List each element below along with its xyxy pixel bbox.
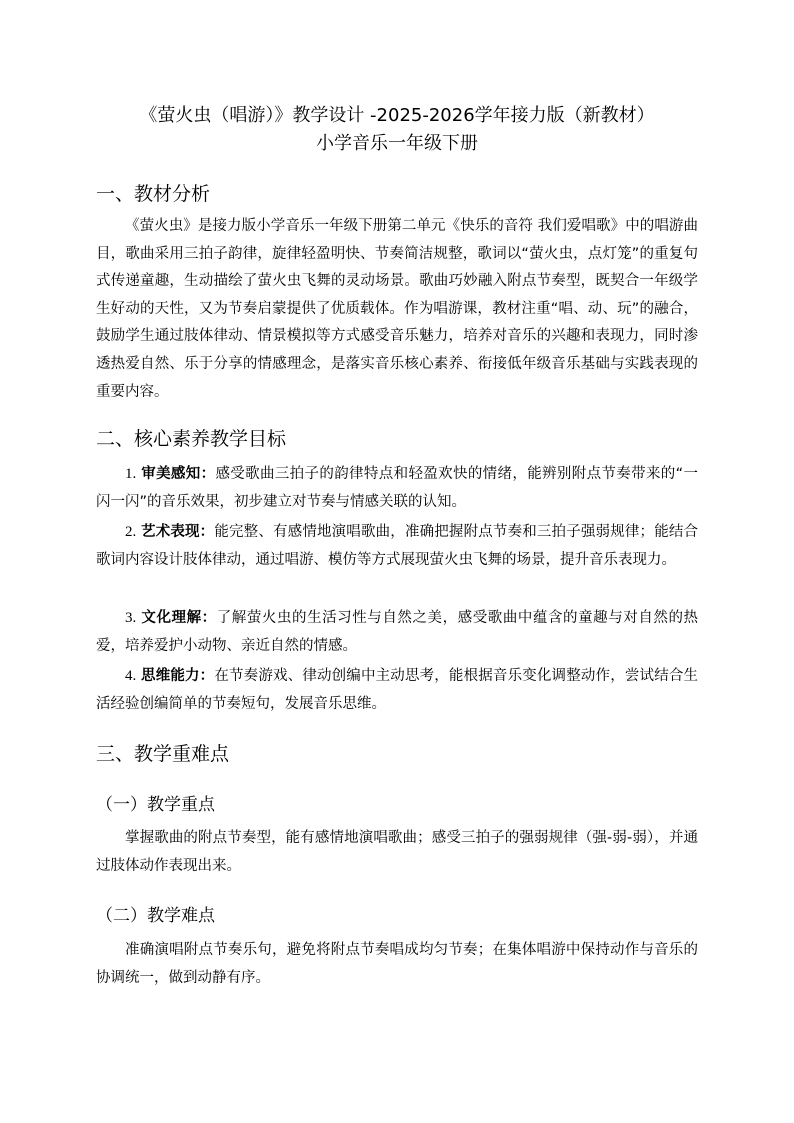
- document-title-line-2: 小学音乐一年级下册: [316, 133, 478, 154]
- objective-number: 4.: [125, 668, 137, 684]
- objective-text: 能完整、有感情地演唱歌曲，准确把握附点节奏和三拍子强弱规律；能结合歌词内容设计肢体律动，通过唱游、模仿等方式展现萤火虫飞舞的场景，提升音乐表现力。: [96, 524, 699, 568]
- objective-label: 审美感知：: [141, 466, 216, 482]
- objective-number: 2.: [125, 524, 137, 540]
- objective-number: 3.: [125, 610, 137, 626]
- objective-number: 1.: [125, 466, 137, 482]
- objective-item: [96, 461, 698, 516]
- objective-item: [96, 605, 698, 660]
- section-2-heading: 二、核心素养教学目标: [96, 428, 287, 450]
- subsection-1-text: 掌握歌曲的附点节奏型，能有感情地演唱歌曲；感受三拍子的强弱规律（强-弱-弱），并通过肢体动作表现出来。: [96, 830, 698, 874]
- objective-label: 思维能力：: [141, 668, 215, 684]
- section-1-heading: 一、教材分析: [96, 183, 211, 205]
- subsection-1-heading: （一）教学重点: [96, 795, 215, 815]
- objective-item: [96, 519, 698, 574]
- section-1-paragraph: 《萤火虫》是接力版小学音乐一年级下册第二单元《快乐的音符 我们爱唱歌》中的唱游曲目，歌曲采用三拍子韵律，旋律轻盈明快、节奏简洁规整，歌词以“萤火虫，点灯笼”的重复句式传递童趣，生动描绘了萤火虫飞舞的灵动场景。歌曲巧妙融入附点节奏型，既契合一年级学生好动的天性，又为节奏启蒙提供了优质载体。作为唱游课，教材注重“唱、动、玩”的融合，鼓励学生通过肢体律动、情景模拟等方式感受音乐魅力，培养对音乐的兴趣和表现力，同时渗透热爱自然、乐于分享的情感理念，是落实音乐核心素养、衔接低年级音乐基础与实践表现的重要内容。: [96, 218, 698, 400]
- objective-label: 艺术表现：: [141, 524, 215, 540]
- objective-label: 文化理解：: [141, 610, 217, 626]
- objective-text: 了解萤火虫的生活习性与自然之美，感受歌曲中蕴含的童趣与对自然的热爱，培养爱护小动物、亲近自然的情感。: [96, 610, 699, 654]
- objective-text: 感受歌曲三拍子的韵律特点和轻盈欢快的情绪，能辨别附点节奏带来的“一闪一闪”的音乐效果，初步建立对节奏与情感关联的认知。: [96, 466, 699, 510]
- section-3-heading: 三、教学重难点: [96, 743, 230, 765]
- subsection-2-text: 准确演唱附点节奏乐句，避免将附点节奏唱成均匀节奏；在集体唱游中保持动作与音乐的协调统一，做到动静有序。: [96, 942, 698, 986]
- subsection-2-heading: （二）教学难点: [96, 906, 215, 926]
- objective-text: 在节奏游戏、律动创编中主动思考，能根据音乐变化调整动作，尝试结合生活经验创编简单的节奏短句，发展音乐思维。: [96, 668, 699, 712]
- objective-item: [96, 663, 698, 718]
- document-title-line-1: 《萤火虫（唱游）》教学设计 -2025-2026学年接力版（新教材）: [139, 105, 655, 126]
